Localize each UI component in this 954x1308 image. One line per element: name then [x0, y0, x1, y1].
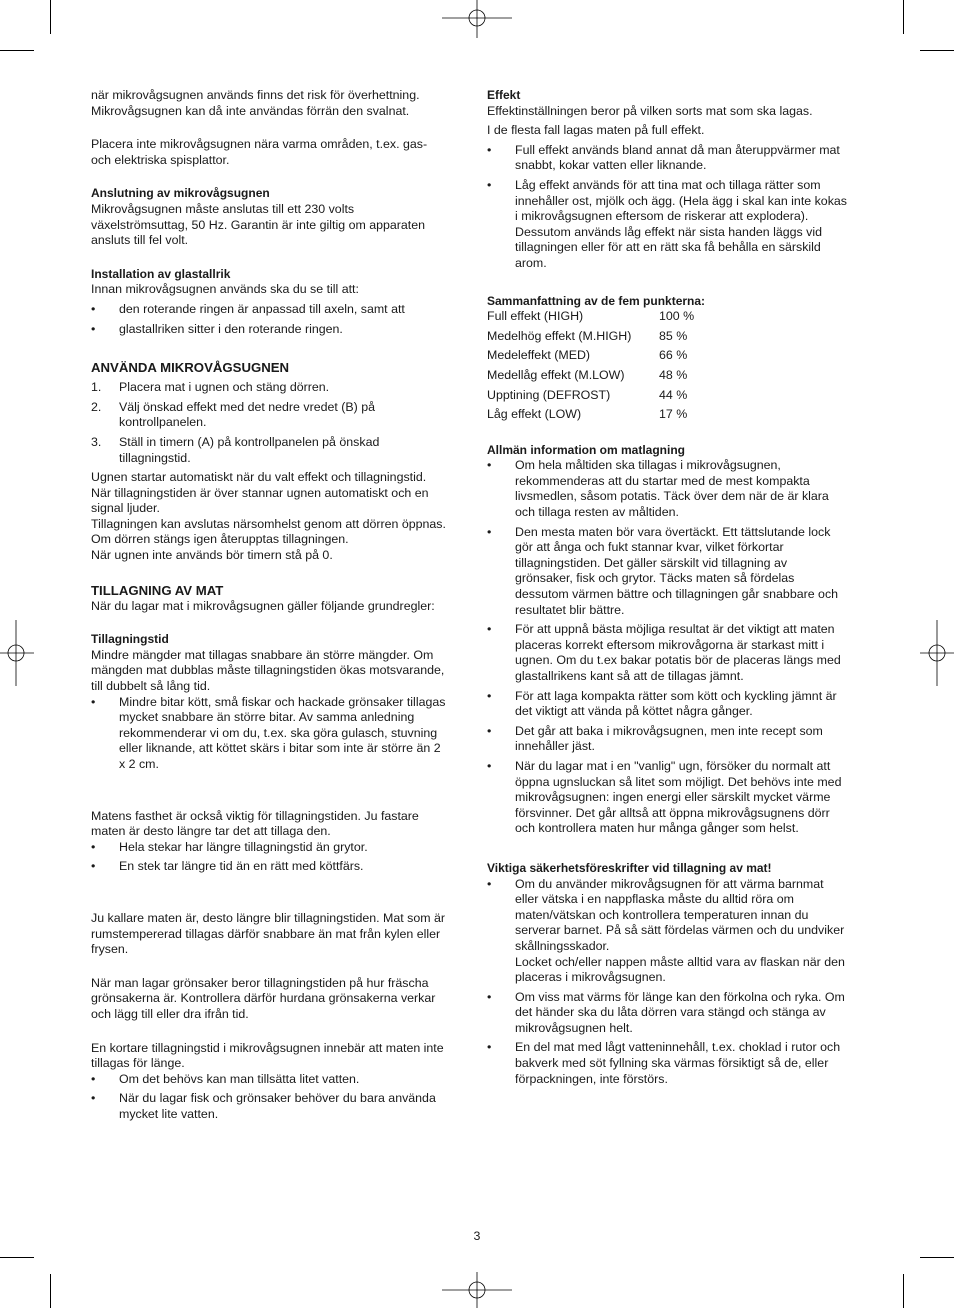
- bullet-icon: •: [487, 758, 492, 773]
- list-item: [487, 1040, 865, 1087]
- text-line: växelströmsuttag, 50 Hz. Garantin är inte giltig om apparaten: [91, 217, 426, 232]
- paragraph: [91, 911, 465, 958]
- text-line: För att uppnå bästa möjliga resultat är det viktigt att maten: [515, 622, 835, 637]
- text-line: När tillagningstiden är över stannar ugnen automatiskt och en: [91, 485, 429, 500]
- table-row: [487, 348, 694, 368]
- table-cell-value: 17 %: [659, 407, 688, 422]
- text-line: bakverk med söt fyllning ska värmas försiktigt så de, eller: [515, 1056, 829, 1071]
- text-line: Det går att baka i mikrovågsugnen, men inte recept som: [515, 723, 823, 738]
- bullet-list: [91, 695, 465, 773]
- text-line: gör att ånga och fukt stannar kvar, vilket förkortar: [515, 540, 784, 555]
- table-cell-label: Medellåg effekt (M.LOW): [487, 367, 625, 382]
- text-line: glastallriken sitter i den roterande ringen.: [119, 321, 343, 336]
- registration-mark-left: [0, 620, 34, 686]
- table-cell-label: Medelhög effekt (M.HIGH): [487, 328, 632, 343]
- bullet-icon: •: [91, 321, 96, 336]
- table-cell-label: Låg effekt (LOW): [487, 407, 582, 422]
- list-item: [487, 178, 865, 272]
- text-line: Välj önskad effekt med det nedre vredet (B) på: [119, 399, 375, 414]
- text-line: placeras i mikrovågsugnen.: [515, 970, 666, 985]
- text-line: och kontrollera maten hur många gånger som helst.: [515, 821, 799, 836]
- list-item: [91, 322, 465, 338]
- list-item: [91, 380, 465, 396]
- text-line: Om det behövs kan man tillsätta litet vatten.: [119, 1071, 360, 1086]
- table-cell-label: Upptining (DEFROST): [487, 387, 611, 402]
- crop-mark: [920, 1257, 954, 1258]
- bullet-icon: •: [487, 524, 492, 539]
- text-line: grönsaker, fisk och grytor. Täcks maten så fördelas: [515, 571, 795, 586]
- registration-mark-top: [442, 0, 512, 38]
- text-line: Placera inte mikrovågsugnen nära varma områden, t.ex. gas-: [91, 137, 428, 152]
- list-item: [91, 302, 465, 318]
- bullet-icon: •: [91, 839, 96, 854]
- text-line: eller vätska i en nappflaska måste du alltid röra om: [515, 892, 794, 907]
- list-item: [487, 525, 865, 619]
- text-line: Låg effekt används för att tina mat och tillaga rätter som: [515, 177, 821, 192]
- text-line: snabbt, kokar vatten eller liknande.: [515, 158, 707, 173]
- text-line: Den mesta maten bör vara övertäckt. Ett tättslutande lock: [515, 524, 831, 539]
- numbered-list: [91, 380, 465, 466]
- text-line: rekommenderas att du startar med de mest kompakta: [515, 473, 810, 488]
- text-line: livsmedlen, såsom potatis. Täck över dem när de är klara: [515, 489, 829, 504]
- table-cell-value: 44 %: [659, 387, 688, 402]
- left-column: [91, 88, 465, 1127]
- text-line: kontrollpanelen.: [119, 415, 207, 430]
- bullet-icon: •: [487, 989, 492, 1004]
- text-line: En del mat med lågt vatteninnehåll, t.ex. choklad i rutor och: [515, 1040, 841, 1055]
- text-line: innehåller ost, mjölk och ägg. (Hela ägg i skal kan inte kokas: [515, 193, 847, 208]
- text-line: försvinner. Det går alltså att öppna mikrovågsugnens dörr: [515, 805, 830, 820]
- text-line: Mindre bitar kött, små fiskar och hackade grönsaker tillagas: [119, 694, 446, 709]
- text-line: glastallrikens kant så att de tillagas jämnt.: [515, 669, 744, 683]
- table-cell-value: 100 %: [659, 309, 695, 324]
- step-number: 2.: [91, 399, 102, 414]
- bullet-list: [91, 302, 465, 337]
- text-line: Mindre mängder mat tillagas snabbare än större mängder. Om: [91, 647, 434, 662]
- text-line: rumstempererad tillagas därför snabbare än mat från kylen eller: [91, 926, 441, 941]
- bullet-list: [487, 458, 865, 837]
- text-line: Ugnen startar automatiskt när du valt effekt och tillagningstid.: [91, 470, 427, 485]
- text-line: Full effekt används bland annat då man återuppvärmer mat: [515, 142, 840, 157]
- paragraph: [91, 202, 465, 249]
- text-line: En stek tar längre tid än en rätt med köttfärs.: [119, 859, 364, 874]
- list-item: [487, 990, 865, 1037]
- text-line: dessutom värmen bättre och tillagningen går snabbare och: [515, 587, 839, 602]
- list-item: [91, 435, 465, 466]
- list-item: [487, 724, 865, 755]
- list-item: [91, 1091, 465, 1122]
- table-row: [487, 407, 694, 427]
- text-line: När du lagar fisk och grönsaker behöver du bara använda: [119, 1091, 436, 1106]
- bullet-icon: •: [487, 723, 492, 738]
- registration-mark-bottom: [442, 1272, 512, 1308]
- text-line: När du lagar mat i en "vanlig" ugn, försöker du normalt att: [515, 758, 831, 773]
- text-line: i mikrovågsugnen eftersom de riskerar att explodera).: [515, 209, 809, 224]
- bullet-icon: •: [487, 688, 492, 703]
- text-line: Matens fasthet är också viktig för tillagningstiden. Ju fastare: [91, 808, 419, 823]
- text-line: x 2 cm.: [119, 757, 159, 771]
- list-item: [91, 695, 465, 773]
- text-line: mikrovågsugnen: ingen energi eller särskilt mycket värme: [515, 790, 831, 805]
- bullet-list: [91, 840, 465, 875]
- section-heading: Allmän information om matlagning: [487, 442, 686, 457]
- text-line: eller liknande, att köttet skärs i bitar som inte är större än 2: [119, 741, 441, 756]
- text-line: förpackningen, inte förstörs.: [515, 1071, 668, 1086]
- list-item: [91, 1072, 465, 1088]
- crop-mark: [50, 1274, 51, 1308]
- text-line: En kortare tillagningstid i mikrovågsugnen innebär att maten inte: [91, 1040, 444, 1055]
- table-row: [487, 368, 694, 388]
- text-line: För att laga kompakta rätter som kött och kyckling jämnt är: [515, 688, 837, 703]
- list-item: [91, 400, 465, 431]
- text-line: öppna ugnsluckan så litet som möjligt. Det behövs inte med: [515, 774, 842, 789]
- section-heading: Viktiga säkerhetsföreskrifter vid tillagning av mat!: [487, 860, 772, 875]
- table-cell-value: 66 %: [659, 348, 688, 363]
- text-line: Om viss mat värms för länge kan den förkolna och ryka. Om: [515, 989, 845, 1004]
- paragraph: [91, 648, 465, 695]
- bullet-icon: •: [91, 301, 96, 316]
- bullet-list: [487, 143, 865, 272]
- registration-mark-right: [920, 620, 954, 686]
- table-cell-value: 48 %: [659, 367, 688, 382]
- text-line: det viktigt att vända på köttet några gånger.: [515, 704, 753, 719]
- paragraph: Innan mikrovågsugnen används ska du se till att:: [91, 282, 359, 297]
- text-line: Hela stekar har längre tillagningstid än grytor.: [119, 839, 368, 854]
- text-line: det händer ska du låta dörren vara stängd och stänga av: [515, 1005, 826, 1020]
- power-summary-table: [487, 309, 694, 427]
- text-line: rekommenderar vi om du, t.ex. ska göra gulasch, stuvning: [119, 725, 438, 740]
- paragraph: [91, 1041, 465, 1072]
- text-line: Om dörren stängs igen återupptas tillagningen.: [91, 532, 349, 547]
- text-line: Tillagningen kan avslutas närsomhelst genom att dörren öppnas.: [91, 516, 446, 531]
- section-heading: Tillagningstid: [91, 632, 169, 647]
- text-line: tillagas för länge.: [91, 1056, 185, 1071]
- text-line: Om du använder mikrovågsugnen för att värma barnmat: [515, 876, 824, 891]
- text-line: och elektriska spisplattor.: [91, 152, 230, 167]
- text-line: arom.: [515, 255, 547, 270]
- text-line: Ju kallare maten är, desto längre blir tillagningstiden. Mat som är: [91, 910, 445, 925]
- text-line: Placera mat i ugnen och stäng dörren.: [119, 380, 330, 395]
- text-line: maten är desto längre tar det att tillaga den.: [91, 824, 331, 839]
- text-line: ugnen. Om du t.ex bakar potatis bör de placeras längs med: [515, 653, 841, 668]
- text-line: när mikrovågsugnen används finns det risk för överhettning.: [91, 88, 420, 102]
- page-number: 3: [473, 1229, 481, 1243]
- bullet-icon: •: [487, 876, 492, 891]
- table-cell-value: 85 %: [659, 328, 688, 343]
- crop-mark: [903, 1274, 904, 1308]
- section-heading: Installation av glastallrik: [91, 266, 231, 281]
- paragraph: [91, 88, 465, 119]
- list-item: [91, 840, 465, 856]
- text-line: och tillaga resten av måltiden.: [515, 505, 679, 520]
- list-item: [487, 143, 865, 174]
- paragraph: [91, 976, 465, 1023]
- crop-mark: [50, 0, 51, 34]
- list-item: [487, 759, 865, 837]
- text-line: tillagningstiden. Det gäller särskilt vid tillagning av: [515, 555, 788, 570]
- bullet-icon: •: [487, 458, 492, 473]
- section-heading: Anslutning av mikrovågsugnen: [91, 186, 270, 201]
- crop-mark: [0, 50, 34, 51]
- text-line: Om hela måltiden ska tillagas i mikrovågsugnen,: [515, 458, 781, 473]
- paragraph: [91, 809, 465, 840]
- text-line: Locket och/eller nappen måste alltid vara av flaskan när den: [515, 954, 845, 969]
- table-row: [487, 388, 694, 408]
- list-item: [487, 689, 865, 720]
- bullet-icon: •: [91, 1071, 96, 1086]
- text-line: mycket snabbare än större bitar. Av samma anledning: [119, 710, 415, 725]
- bullet-list: [487, 877, 865, 1088]
- list-item: [91, 859, 465, 875]
- text-line: tillagningen eller för att en rätt ska få behålla en särskild: [515, 240, 821, 255]
- text-line: Dessutom används låg effekt när sista handen läggs vid: [515, 224, 822, 239]
- table-row: [487, 329, 694, 349]
- paragraph: I de flesta fall lagas maten på full effekt.: [487, 123, 705, 138]
- step-number: 3.: [91, 434, 102, 449]
- text-line: När man lagar grönsaker beror tillagningstiden på hur fräscha: [91, 975, 429, 990]
- text-line: den roterande ringen är anpassad till axeln, samt att: [119, 301, 405, 316]
- list-item: [487, 458, 865, 520]
- paragraph: [91, 137, 465, 168]
- text-line: mycket lite vatten.: [119, 1106, 219, 1121]
- bullet-icon: •: [487, 622, 492, 637]
- right-column: [487, 88, 865, 1091]
- crop-mark: [920, 50, 954, 51]
- section-heading: Effekt: [487, 88, 521, 102]
- bullet-list: [91, 1072, 465, 1123]
- step-number: 1.: [91, 380, 102, 395]
- paragraph: När du lagar mat i mikrovågsugnen gäller följande grundregler:: [91, 598, 435, 613]
- section-title: ANVÄNDA MIKROVÅGSUGNEN: [91, 360, 290, 376]
- text-line: maten/vätskan och kontrollera temperaturen innan du: [515, 907, 809, 922]
- text-line: till dubbelt så lång tid.: [91, 679, 211, 694]
- crop-mark: [903, 0, 904, 34]
- text-line: tillagningstid.: [119, 450, 191, 465]
- table-cell-label: Full effekt (HIGH): [487, 309, 584, 324]
- text-line: När ugnen inte används bör timern stå på 0.: [91, 548, 333, 563]
- text-line: Mikrovågsugnen måste anslutas till ett 230 volts: [91, 201, 355, 216]
- text-line: Ställ in timern (A) på kontrollpanelen på önskad: [119, 434, 380, 449]
- text-line: mikrovågsugnen helt.: [515, 1020, 633, 1035]
- section-heading: Sammanfattning av de fem punkterna:: [487, 293, 706, 308]
- text-line: grönsakerna är. Kontrollera därför hurdana grönsakerna verkar: [91, 991, 436, 1006]
- list-item: [487, 877, 865, 986]
- bullet-icon: •: [487, 177, 492, 192]
- text-line: Mikrovågsugnen kan då inte användas förrän den svalnat.: [91, 103, 410, 118]
- list-item: [487, 622, 865, 684]
- table-row: [487, 309, 694, 329]
- text-line: serverar barnet. På så sätt fördelas värmen och du undviker: [515, 923, 845, 938]
- text-line: mängden mat dubblas måste tillagningstiden ökas motsvarande,: [91, 663, 445, 678]
- crop-mark: [0, 1257, 34, 1258]
- paragraph: [91, 470, 465, 564]
- text-line: resultatet blir bättre.: [515, 602, 625, 617]
- paragraph: Effektinställningen beror på vilken sorts mat som ska lagas.: [487, 103, 813, 118]
- bullet-icon: •: [487, 142, 492, 157]
- bullet-icon: •: [91, 694, 96, 709]
- text-line: ansluts till fel volt.: [91, 233, 189, 248]
- text-line: och lägg till eller dra ifrån tid.: [91, 1006, 249, 1021]
- bullet-icon: •: [91, 859, 96, 874]
- bullet-icon: •: [91, 1091, 96, 1106]
- bullet-icon: •: [487, 1040, 492, 1055]
- text-line: skållningsskador.: [515, 938, 610, 953]
- table-cell-label: Medeleffekt (MED): [487, 348, 591, 363]
- text-line: placeras korrekt eftersom mikrovågorna är starkast mitt i: [515, 637, 825, 652]
- text-line: frysen.: [91, 942, 129, 957]
- section-title: TILLAGNING AV MAT: [91, 582, 224, 598]
- text-line: innehåller jäst.: [515, 739, 595, 754]
- text-line: signal ljuder.: [91, 501, 160, 516]
